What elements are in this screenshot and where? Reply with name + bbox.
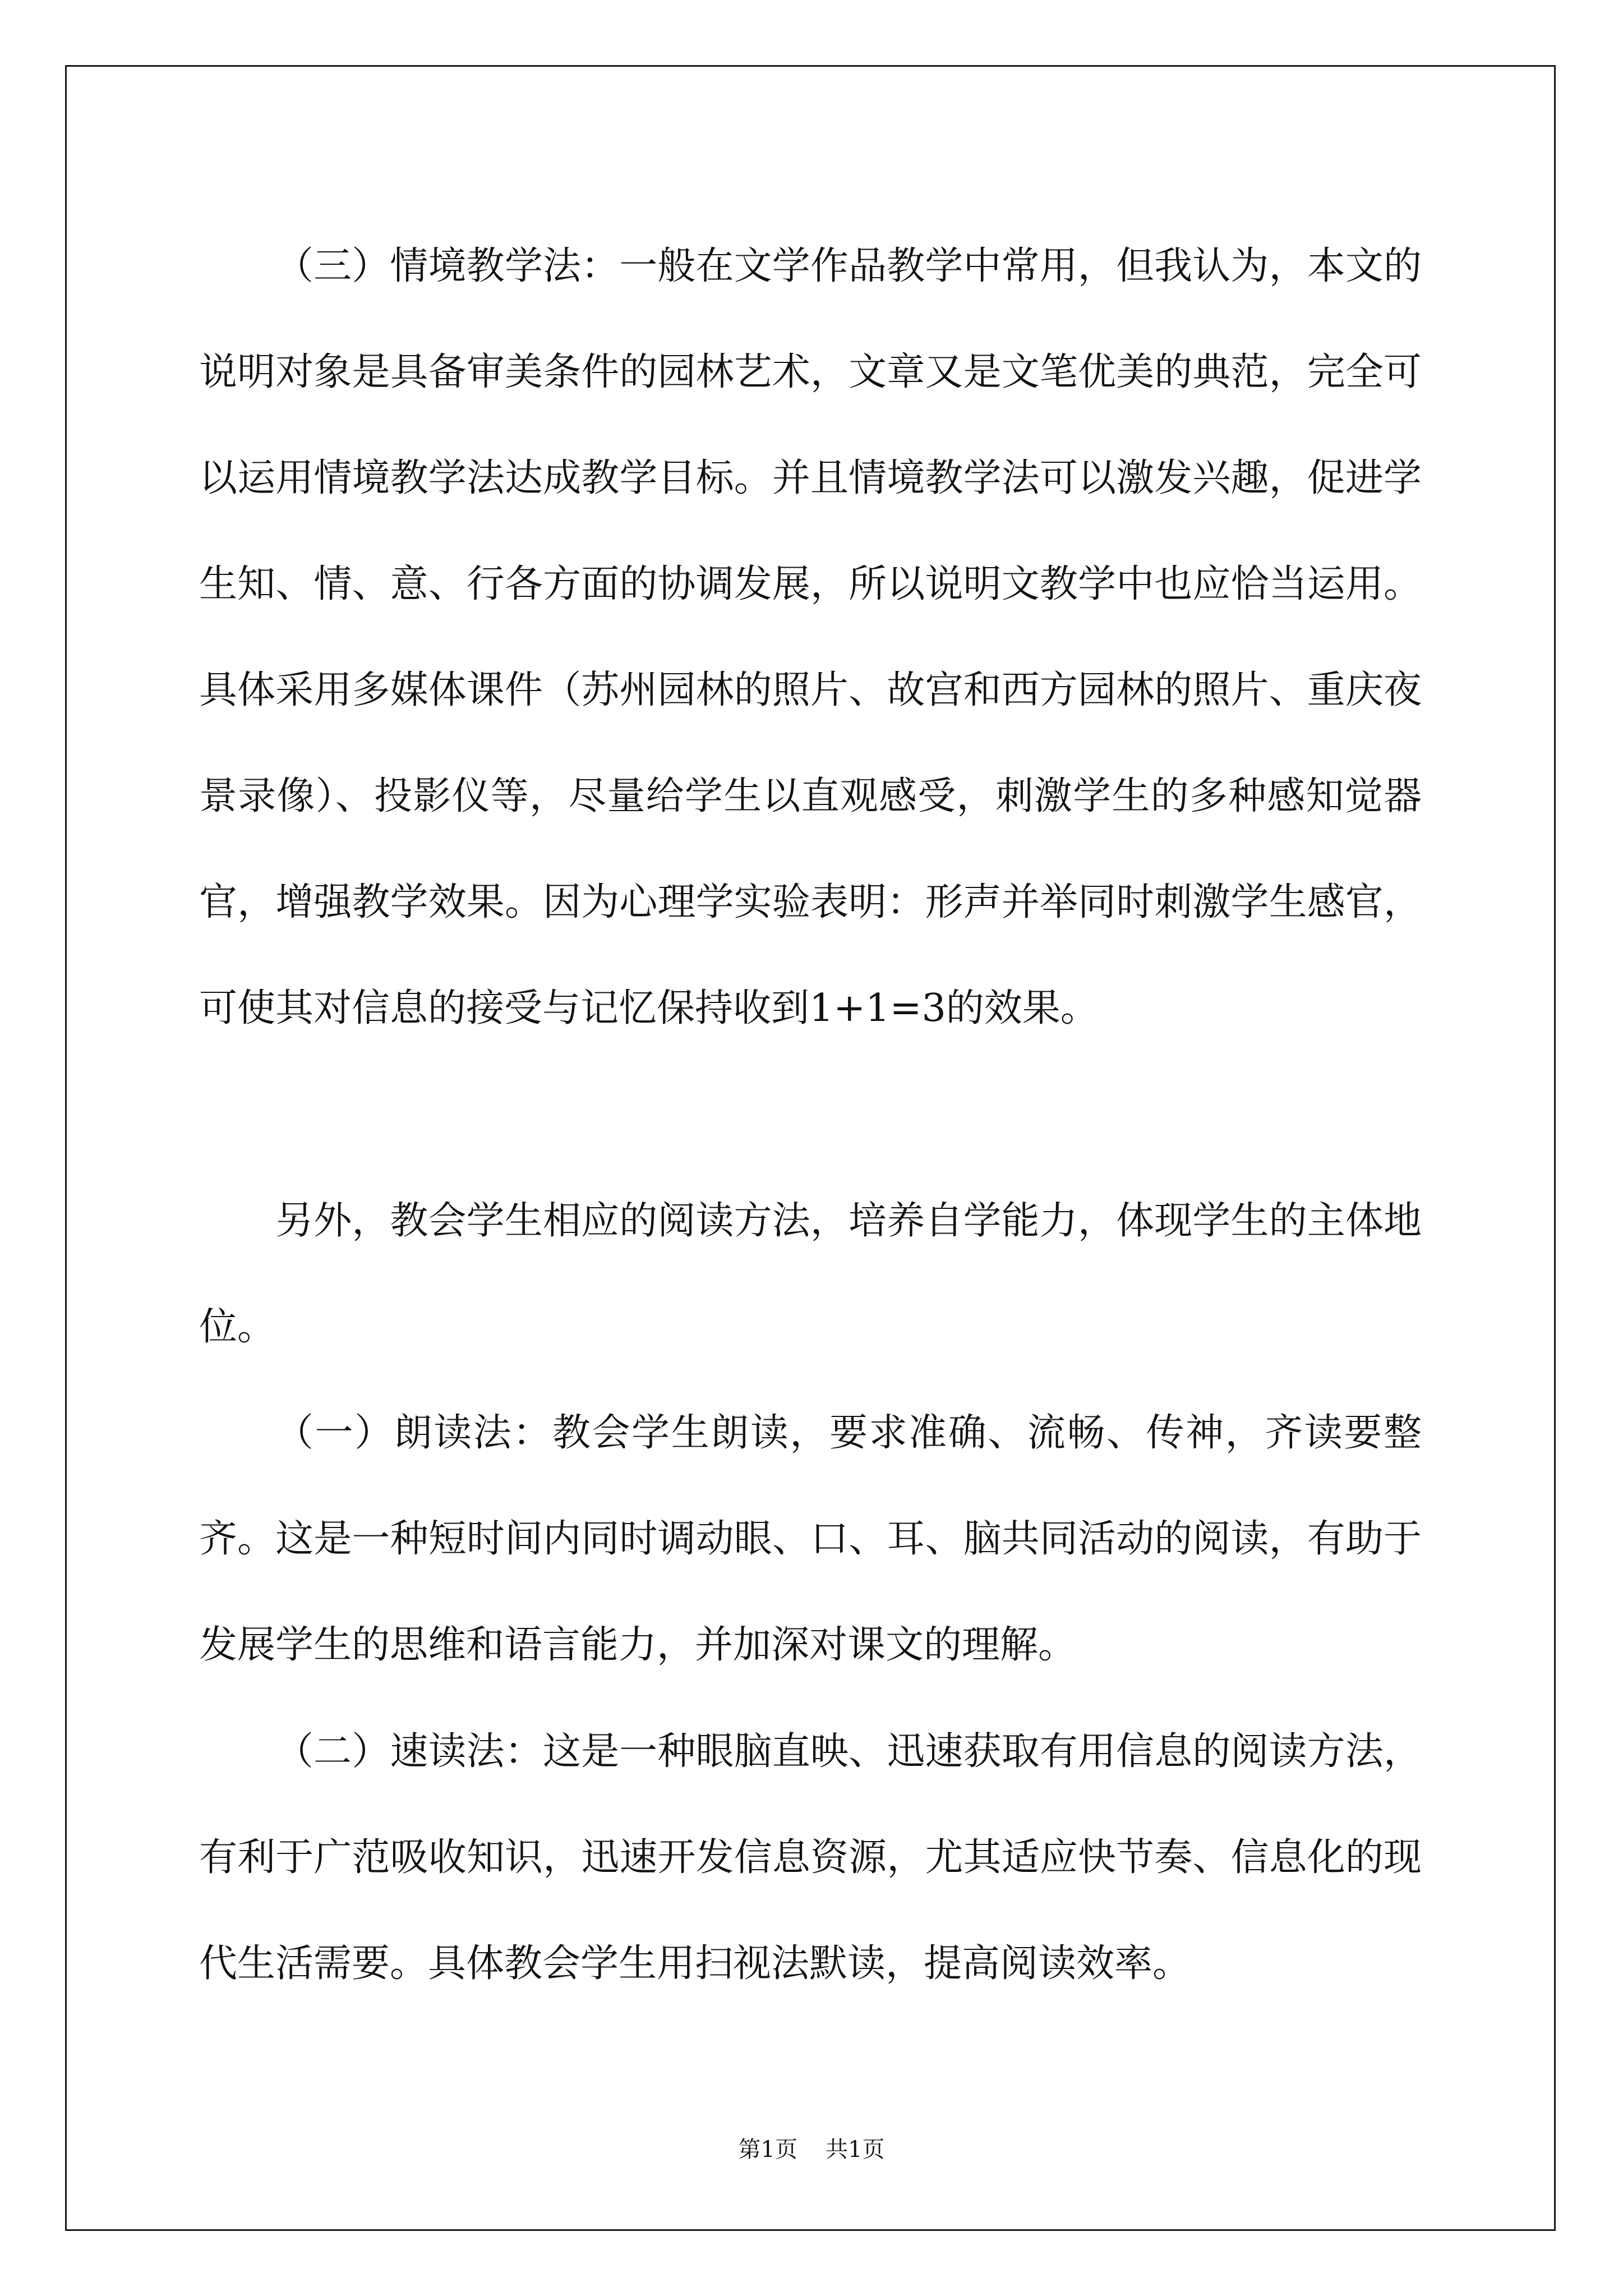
paragraph-situational-teaching: （三）情境教学法：一般在文学作品教学中常用，但我认为，本文的说明对象是具备审美条件的园林艺术，文章又是文笔优美的典范，完全可以运用情境教学法达成教学目标。并且情境教学法可以激发兴趣，促进学生知、情、意、行各方面的协调发展，所以说明文教学中也应恰当运用。具体采用多媒体课件（苏州园林的照片、故宫和西方园林的照片、重庆夜景录像）、投影仪等，尽量给学生以直观感受，刺激学生的多种感知觉器官，增强教学效果。因为心理学实验表明：形声并举同时刺激学生感官，可使其对信息的接受与记忆保持收到1+1=3的效果。 — [199, 244, 1422, 1030]
page-number-current: 第1页 — [738, 2137, 797, 2162]
page-number-total: 共1页 — [826, 2137, 885, 2162]
page-footer — [0, 2132, 1623, 2164]
paragraph-speed-reading: （二）速读法：这是一种眼脑直映、迅速获取有用信息的阅读方法，有利于广范吸收知识，迅速开发信息资源，尤其适应快节奏、信息化的现代生活需要。具体教会学生用扫视法默读，提高阅读效率。 — [199, 1729, 1422, 1986]
paragraph-reading-aloud: （一）朗读法：教会学生朗读，要求准确、流畅、传神，齐读要整齐。这是一种短时间内同时调动眼、口、耳、脑共同活动的阅读，有助于发展学生的思维和语言能力，并加深对课文的理解。 — [199, 1411, 1422, 1667]
paragraph-reading-methods-intro: 另外，教会学生相应的阅读方法，培养自学能力，体现学生的主体地位。 — [199, 1199, 1422, 1349]
